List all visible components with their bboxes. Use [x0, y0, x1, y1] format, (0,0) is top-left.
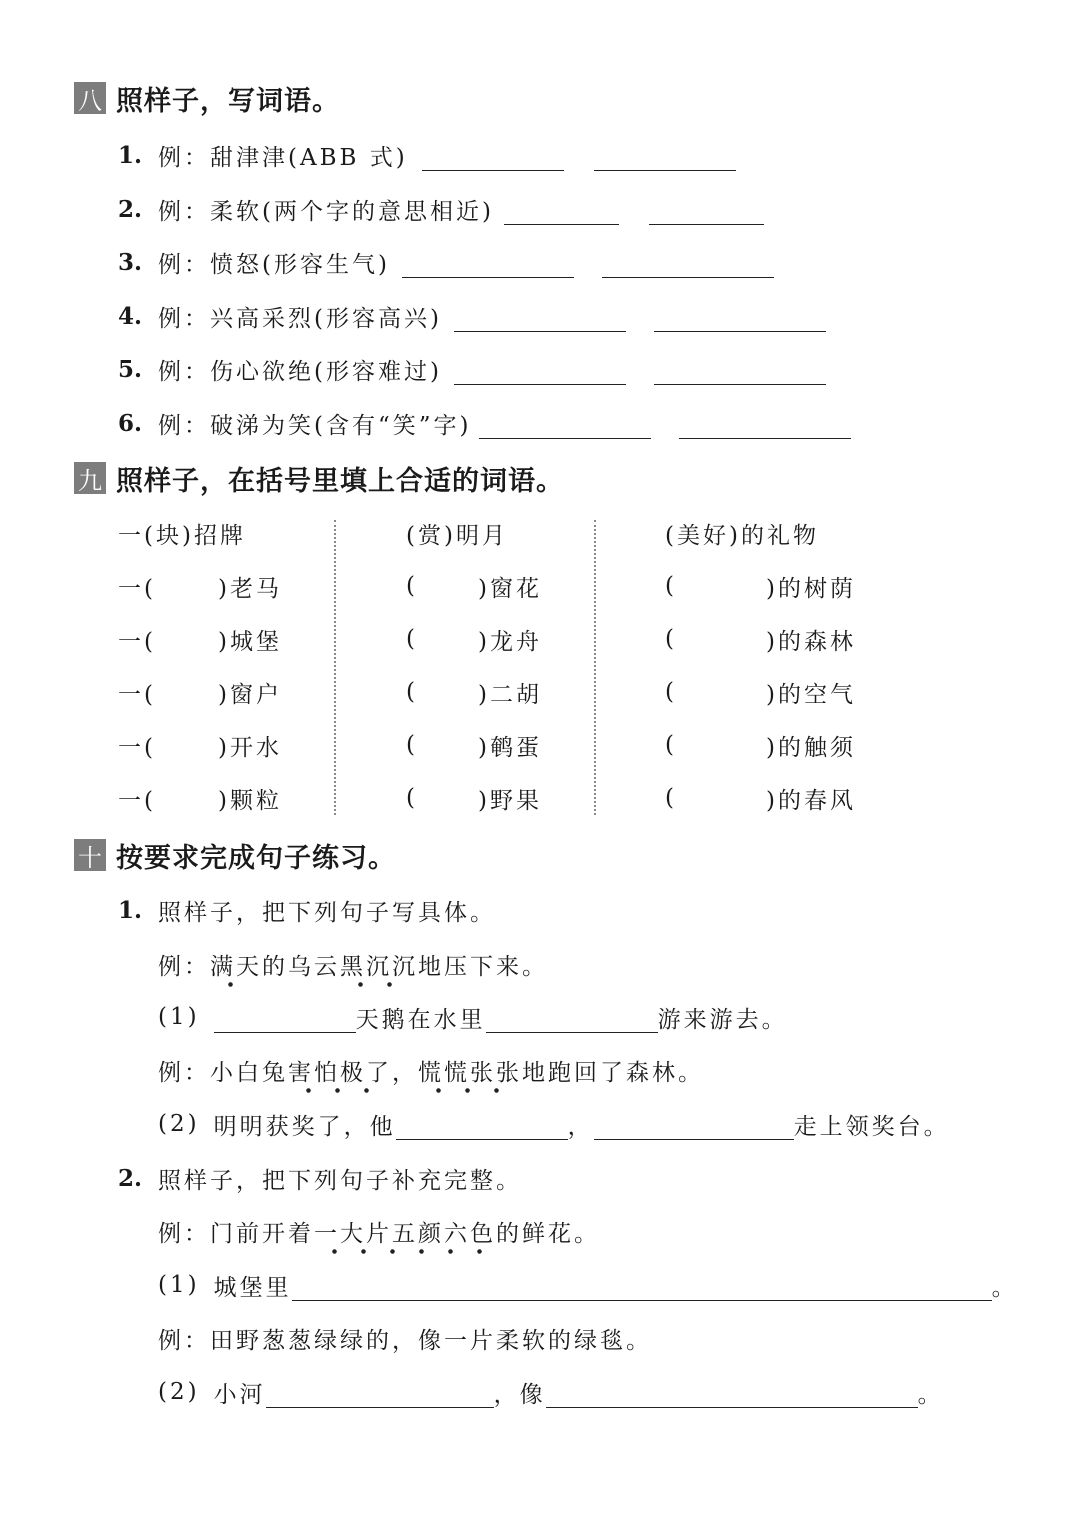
practice-text: 走上领奖台。 — [793, 1113, 950, 1140]
practice-label: (1) — [158, 1004, 200, 1030]
phrase-close: )颗粒 — [218, 787, 282, 814]
phrase-close: )龙舟 — [478, 628, 542, 655]
practice-text: ，像 — [493, 1381, 546, 1408]
answer-blank[interactable] — [454, 354, 626, 385]
phrase-open: ( — [665, 732, 677, 758]
practice-label: (2) — [158, 1111, 200, 1137]
phrase-close: )窗花 — [478, 575, 542, 602]
phrase-open: 一( — [118, 734, 156, 761]
question-number: 5. — [118, 355, 143, 383]
phrase-open: 一( — [118, 681, 156, 708]
phrase-close: )二胡 — [478, 681, 542, 708]
answer-blank[interactable] — [396, 1109, 568, 1140]
answer-blank[interactable] — [402, 247, 574, 278]
question-prompt: 照样子，把下列句子补充完整。 — [158, 1167, 522, 1194]
word-question-3 — [118, 242, 774, 282]
question-text: 例：愤怒(形容生气) — [158, 251, 390, 278]
section-10-badge: 十 — [74, 839, 106, 871]
column-divider — [334, 520, 336, 815]
practice-sentence — [158, 1265, 1018, 1305]
section-8-header — [74, 78, 340, 118]
phrase-open: ( — [665, 785, 677, 811]
phrase-close: )窗户 — [218, 681, 282, 708]
question-text: 例：柔软(两个字的意思相近) — [158, 198, 494, 225]
example-phrase: 一(块)招牌 — [118, 522, 246, 549]
example-prefix: 例：门前开着 — [158, 1220, 314, 1247]
answer-blank[interactable] — [679, 408, 851, 439]
dotted-word: 黑沉沉 — [340, 948, 418, 981]
answer-blank[interactable] — [594, 1109, 794, 1140]
practice-text: 明明获奖了，他 — [213, 1113, 396, 1140]
phrase-close: )的空气 — [766, 681, 856, 708]
question-number: 3. — [118, 248, 143, 276]
phrase-open: ( — [406, 732, 418, 758]
answer-blank[interactable] — [654, 354, 826, 385]
column-divider — [594, 520, 596, 815]
practice-sentence — [158, 1104, 950, 1144]
phrase-open: ( — [665, 573, 677, 599]
example-text: 的鲜花。 — [496, 1220, 600, 1247]
question-number: 4. — [118, 302, 143, 330]
answer-blank[interactable] — [654, 301, 826, 332]
section-9-header — [74, 458, 564, 498]
answer-blank[interactable] — [292, 1270, 992, 1301]
answer-blank[interactable] — [649, 194, 764, 225]
answer-blank[interactable] — [422, 140, 564, 171]
phrase-close: )老马 — [218, 575, 282, 602]
phrase-close: )城堡 — [218, 628, 282, 655]
answer-blank[interactable] — [546, 1377, 918, 1408]
phrase-close: )的春风 — [766, 787, 856, 814]
example-prefix: 例： — [158, 953, 210, 980]
word-question-4 — [118, 296, 826, 336]
dotted-word: 慌慌张张 — [418, 1054, 522, 1087]
phrase-open: ( — [665, 626, 677, 652]
phrase-open: ( — [406, 785, 418, 811]
phrase-open: 一( — [118, 787, 156, 814]
question-number: 2. — [118, 1164, 143, 1192]
section-8-title: 照样子，写词语。 — [116, 85, 340, 117]
example-sentence — [158, 1211, 600, 1251]
question-number: 1. — [118, 141, 143, 169]
phrase-open: ( — [406, 626, 418, 652]
phrase-open: ( — [665, 679, 677, 705]
question-number: 1. — [118, 896, 143, 924]
practice-text: 。 — [991, 1274, 1018, 1301]
answer-blank[interactable] — [214, 1002, 356, 1033]
dotted-word: 满天 — [210, 948, 262, 981]
answer-blank[interactable] — [266, 1377, 494, 1408]
practice-text: 天鹅在水里 — [355, 1006, 486, 1033]
example-sentence — [158, 1050, 704, 1090]
example-sentence — [158, 944, 548, 984]
question-text: 例：伤心欲绝(形容难过) — [158, 358, 442, 385]
question-prompt: 照样子，把下列句子写具体。 — [158, 899, 496, 926]
section-9-title: 照样子，在括号里填上合适的词语。 — [116, 465, 564, 497]
answer-blank[interactable] — [454, 301, 626, 332]
sentence-question-1 — [118, 890, 496, 930]
phrase-open: 一( — [118, 628, 156, 655]
phrase-close: )的触须 — [766, 734, 856, 761]
phrase-close: )开水 — [218, 734, 282, 761]
example-prefix: 例：小白兔 — [158, 1059, 288, 1086]
example-sentence: 例：田野葱葱绿绿的，像一片柔软的绿毯。 — [158, 1327, 652, 1354]
dotted-word: 一大片五颜六色 — [314, 1215, 496, 1248]
example-phrase: (美好)的礼物 — [665, 522, 819, 549]
phrase-close: )野果 — [478, 787, 542, 814]
section-8-badge: 八 — [74, 82, 106, 114]
question-text: 例：兴高采烈(形容高兴) — [158, 305, 442, 332]
section-10-header — [74, 835, 396, 875]
section-10-title: 按要求完成句子练习。 — [116, 842, 396, 874]
practice-sentence — [158, 997, 788, 1037]
phrase-close: )鹌蛋 — [478, 734, 542, 761]
phrase-open: 一( — [118, 575, 156, 602]
answer-blank[interactable] — [594, 140, 736, 171]
answer-blank[interactable] — [479, 408, 651, 439]
practice-label: (2) — [158, 1379, 200, 1405]
sentence-question-2 — [118, 1158, 522, 1198]
example-text: 的乌云 — [262, 953, 340, 980]
word-question-2 — [118, 189, 764, 229]
practice-text: 游来游去。 — [657, 1006, 788, 1033]
answer-blank[interactable] — [504, 194, 619, 225]
example-phrase: (赏)明月 — [406, 522, 508, 549]
word-question-6 — [118, 403, 851, 443]
phrase-open: ( — [406, 679, 418, 705]
question-number: 6. — [118, 409, 143, 437]
answer-blank[interactable] — [486, 1002, 658, 1033]
question-number: 2. — [118, 195, 143, 223]
answer-blank[interactable] — [602, 247, 774, 278]
phrase-open: ( — [406, 573, 418, 599]
dotted-word: 害怕极了 — [288, 1054, 392, 1087]
question-text: 例：破涕为笑(含有“笑”字) — [158, 412, 472, 439]
practice-text: 小河 — [213, 1381, 266, 1408]
practice-text: ， — [567, 1113, 594, 1140]
example-text: 地跑回了森林。 — [522, 1059, 704, 1086]
practice-text: 城堡里 — [213, 1274, 292, 1301]
phrase-close: )的树荫 — [766, 575, 856, 602]
example-text: ， — [392, 1059, 418, 1086]
word-question-5 — [118, 349, 826, 389]
practice-label: (1) — [158, 1272, 200, 1298]
practice-sentence — [158, 1372, 944, 1412]
section-9-badge: 九 — [74, 462, 106, 494]
question-text: 例：甜津津(ABB 式) — [158, 144, 408, 171]
word-question-1 — [118, 135, 736, 175]
phrase-close: )的森林 — [766, 628, 856, 655]
example-text: 地压下来。 — [418, 953, 548, 980]
practice-text: 。 — [917, 1381, 944, 1408]
